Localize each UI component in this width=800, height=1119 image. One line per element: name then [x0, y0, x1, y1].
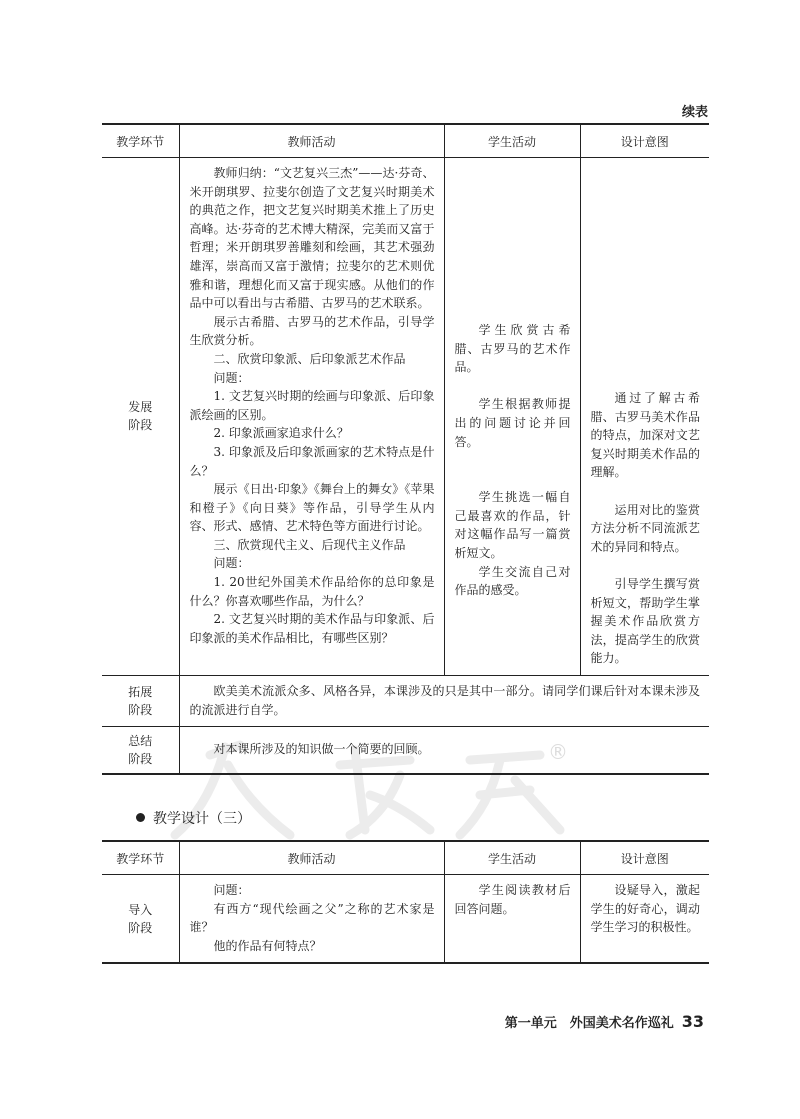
- design-intent-cell: [580, 158, 709, 676]
- stage-introduction: 导入 阶段: [102, 875, 179, 964]
- stage-development: 发展 阶段: [102, 158, 179, 676]
- teacher-activity-cell: [179, 875, 444, 964]
- design-intent: 设疑导入，激起学生的好奇心，调动学生学习的积极性。: [590, 883, 700, 935]
- teacher-activity-paragraph: 三、欣赏现代主义、后现代主义作品: [213, 537, 406, 552]
- registered-mark: ®: [548, 740, 568, 764]
- header-student-activity: 学生活动: [444, 841, 580, 875]
- teacher-question-1: 有西方“现代绘画之父”之称的艺术家是谁？: [189, 901, 435, 935]
- lesson-plan-table-3: [102, 840, 709, 964]
- teacher-activity-cell: [179, 158, 444, 676]
- design-intent-2: 运用对比的鉴赏方法分析不同流派艺术的异同和特点。: [590, 502, 700, 554]
- teacher-question-2: 他的作品有何特点？: [213, 938, 322, 953]
- teacher-activity-paragraph: 问题：: [213, 556, 250, 571]
- footer-unit-title: 第一单元 外国美术名作巡礼: [504, 1016, 674, 1031]
- header-stage: 教学环节: [102, 841, 179, 875]
- section-title: 教学设计（三）: [153, 811, 251, 827]
- student-activity-2: 学生根据教师提出的问题讨论并回答。: [454, 397, 571, 449]
- header-design-intent: 设计意图: [580, 124, 709, 158]
- teacher-question-label: 问题：: [213, 883, 250, 897]
- bullet-dot-icon: [136, 813, 145, 822]
- summary-content-cell: [179, 727, 709, 775]
- header-teacher-activity: 教师活动: [179, 841, 444, 875]
- teacher-activity-paragraph: 1. 20世纪外国美术作品给你的总印象是什么？你喜欢哪些作品，为什么？: [189, 575, 435, 608]
- table-row: [102, 727, 709, 775]
- student-activity: 学生阅读教材后回答问题。: [454, 883, 571, 916]
- section-heading: [136, 808, 251, 828]
- extension-content: 欧美美术流派众多、风格各异，本课涉及的只是其中一部分。请同学们课后针对本课未涉及的流派进行自学。: [189, 683, 700, 717]
- teacher-activity-paragraph: 3. 印象派及后印象派画家的艺术特点是什么？: [189, 444, 435, 478]
- teacher-activity-paragraph: 二、欣赏印象派、后印象派艺术作品: [213, 351, 406, 366]
- student-activity-1: 学生欣赏古希腊、古罗马的艺术作品。: [454, 323, 571, 375]
- page-footer: [505, 1012, 704, 1031]
- teacher-activity-paragraph: 展示《日出·印象》《舞台上的舞女》《苹果和橙子》《向日葵》等作品，引导学生从内容、形式、感情、艺术特色等方面进行讨论。: [189, 482, 435, 534]
- table-row: [102, 675, 709, 726]
- student-activity-cell: [444, 875, 580, 964]
- header-teacher-activity: 教师活动: [179, 124, 444, 158]
- teacher-activity-paragraph: 问题：: [213, 370, 250, 385]
- student-activity-cell: [444, 158, 580, 676]
- extension-content-cell: [179, 675, 709, 726]
- design-intent-1: 通过了解古希腊、古罗马美术作品的特点，加深对文艺复兴时期美术作品的理解。: [590, 391, 700, 480]
- table-row: [102, 875, 709, 964]
- page-number: 33: [681, 1012, 704, 1031]
- teacher-activity-paragraph: 2. 印象派画家追求什么？: [213, 426, 349, 441]
- summary-content: 对本课所涉及的知识做一个简要的回顾。: [213, 742, 430, 757]
- lesson-plan-table-continued: [102, 123, 709, 775]
- header-design-intent: 设计意图: [580, 841, 709, 875]
- continued-label: 续表: [681, 105, 708, 120]
- design-intent-3: 引导学生撰写赏析短文，帮助学生掌握美术作品欣赏方法，提高学生的欣赏能力。: [590, 576, 700, 666]
- header-stage: 教学环节: [102, 124, 179, 158]
- header-student-activity: 学生活动: [444, 124, 580, 158]
- table-row: [102, 158, 709, 676]
- student-activity-4: 学生交流自己对作品的感受。: [454, 564, 571, 598]
- teacher-activity-paragraph: 教师归纳：“文艺复兴三杰”——达·芬奇、米开朗琪罗、拉斐尔创造了文艺复兴时期美术的典范之作，把文艺复兴时期美术推上了历史高峰。达·芬奇的艺术博大精深，完美而又富于哲理；米开朗琪罗善雕刻和绘画，其艺术强劲雄浑，崇高而又富于激情；拉斐尔的艺术则优雅和谐，理想化而又富于现实感。从他们的作品中可以看出与古希腊、古罗马的艺术联系。: [189, 166, 435, 311]
- stage-summary: 总结 阶段: [102, 727, 179, 775]
- design-intent-cell: [580, 875, 709, 964]
- teacher-activity-paragraph: 2. 文艺复兴时期的美术作品与印象派、后印象派的美术作品相比，有哪些区别？: [189, 612, 435, 645]
- student-activity-3: 学生挑选一幅自己最喜欢的作品，针对这幅作品写一篇赏析短文。: [454, 490, 571, 560]
- teacher-activity-paragraph: 展示古希腊、古罗马的艺术作品，引导学生欣赏分析。: [189, 314, 435, 348]
- stage-extension: 拓展 阶段: [102, 675, 179, 726]
- teacher-activity-paragraph: 1. 文艺复兴时期的绘画与印象派、后印象派绘画的区别。: [189, 389, 435, 422]
